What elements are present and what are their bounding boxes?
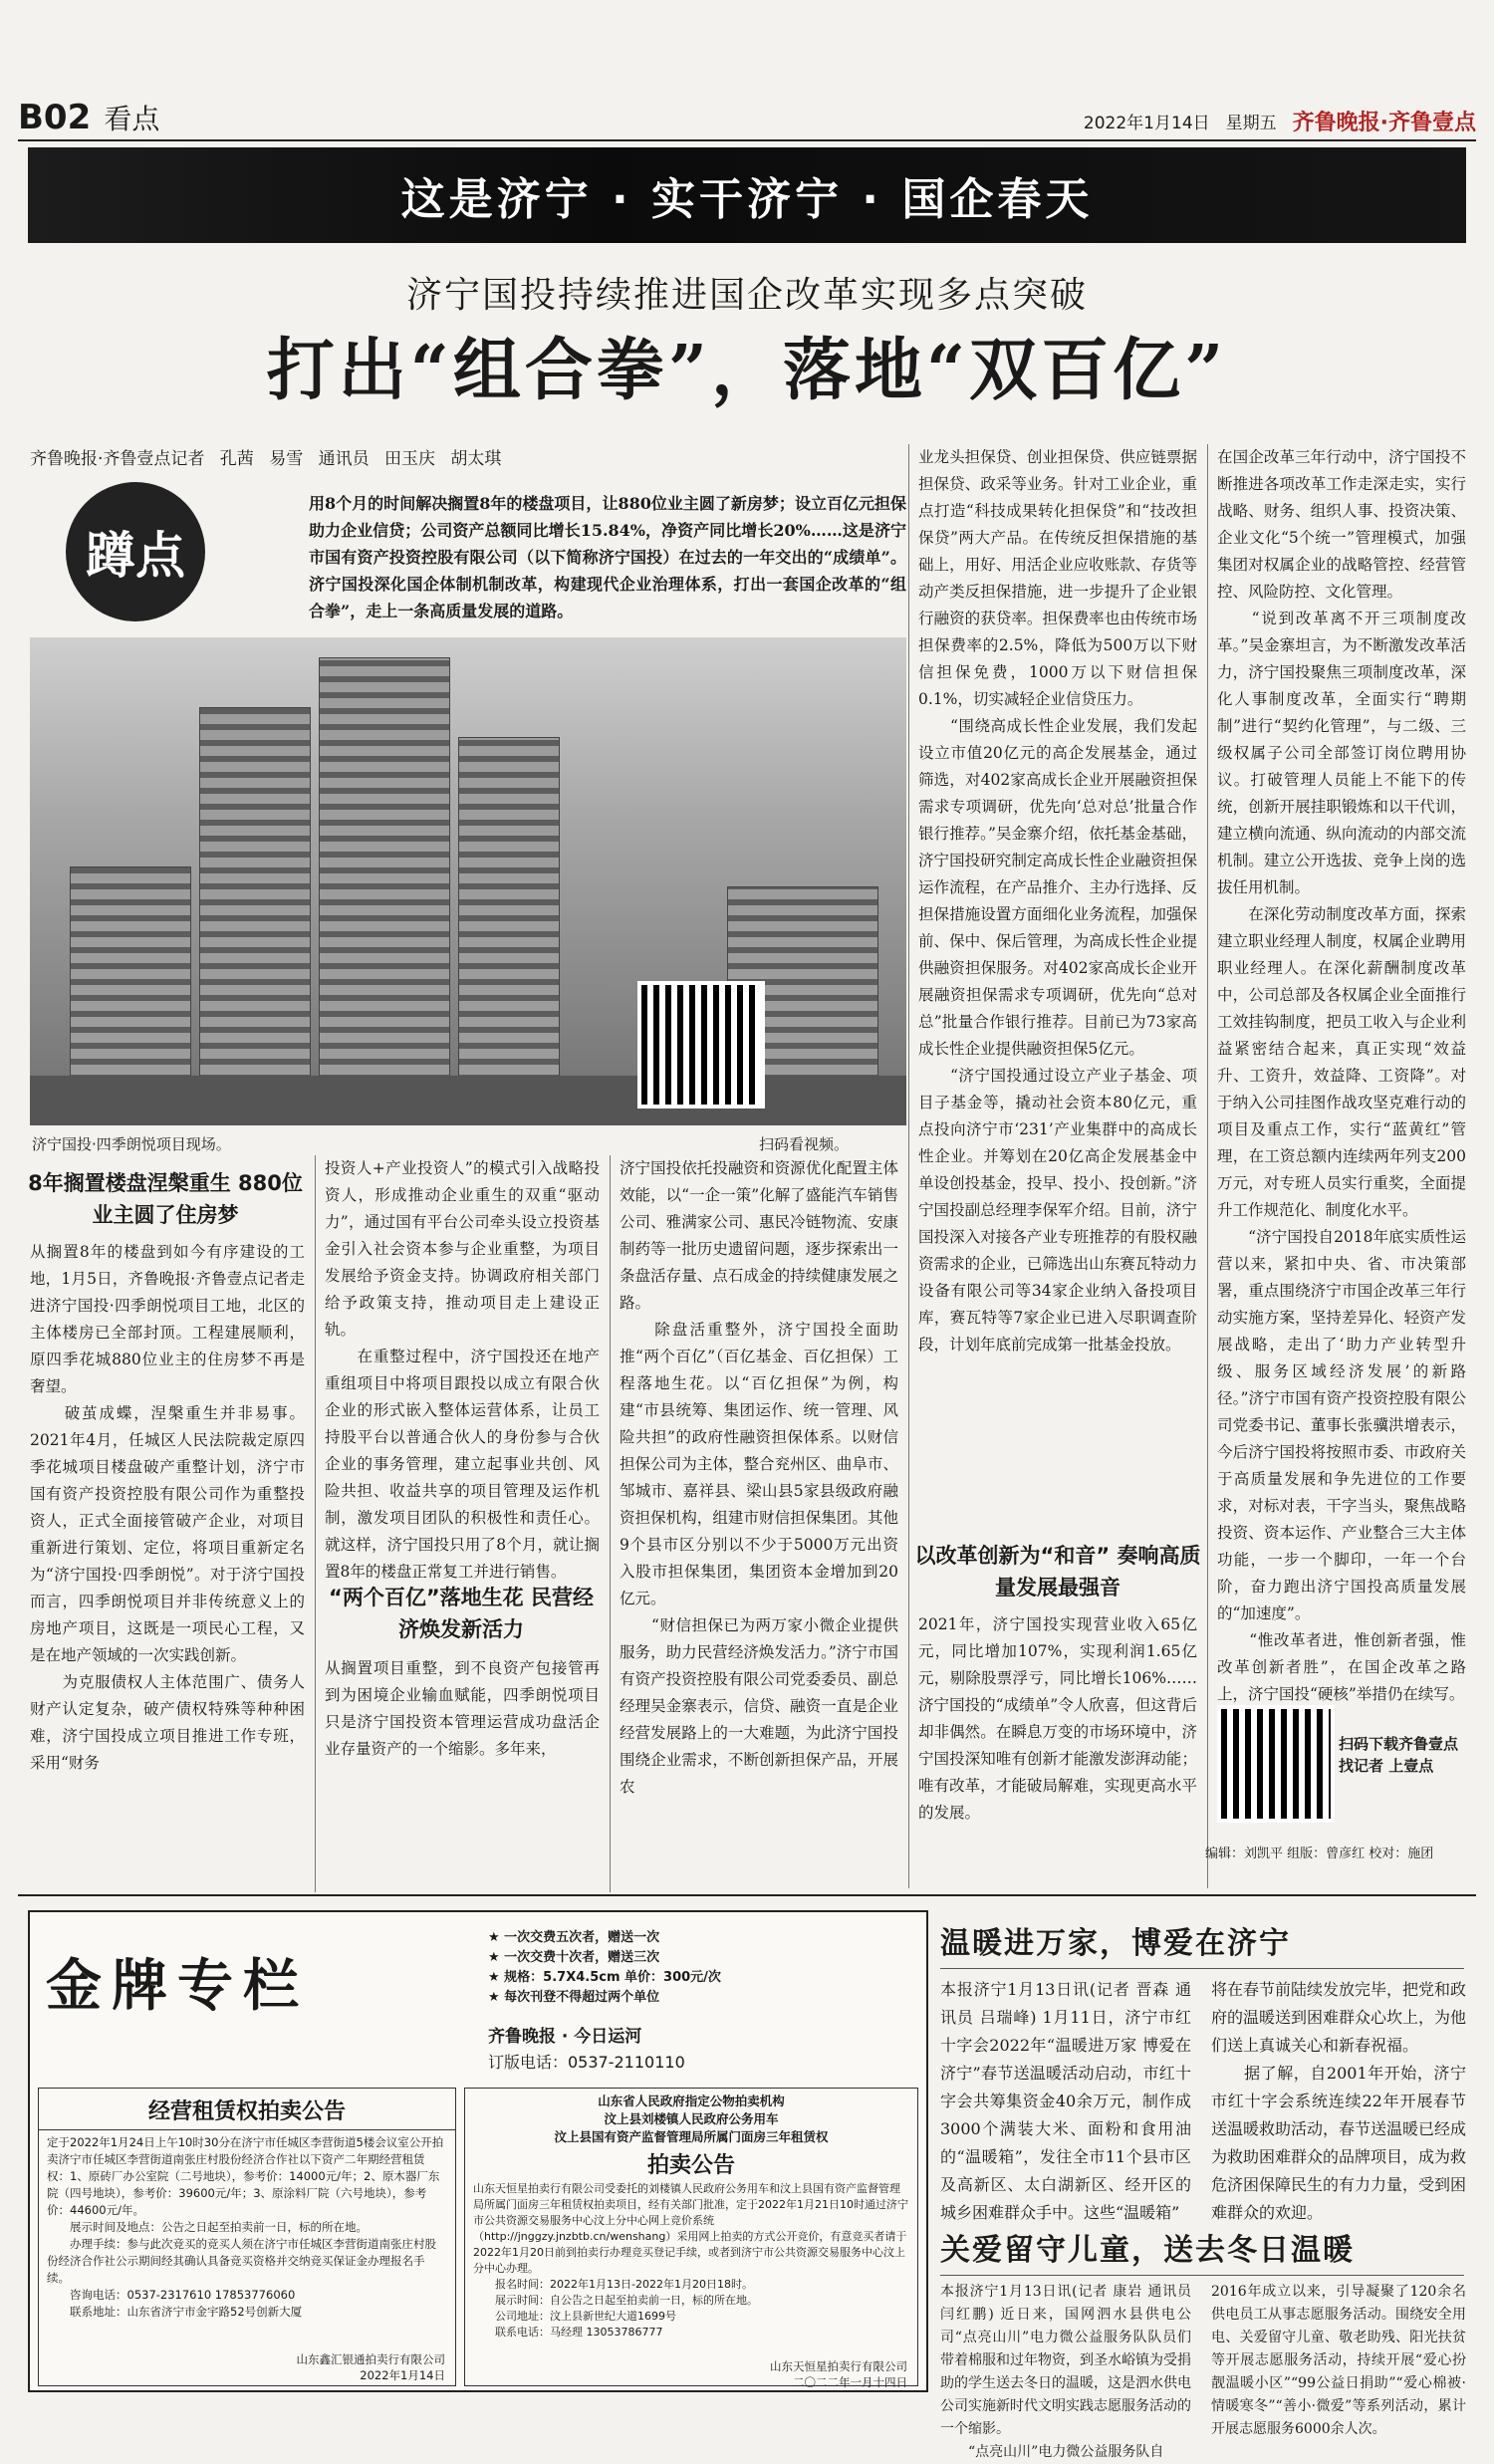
news-2-rule <box>940 2275 1464 2276</box>
building-shape <box>458 737 560 1108</box>
article-column-2b: 从搁置项目重整，到不良资产包接管再到为困境企业输血赋能，四季朗悦项目只是济宁国投资本管理运营成功盘活企业存量资产的一个缩影。多年来， <box>325 1659 600 1758</box>
auction-2-footer: 山东天恒星拍卖行有限公司 二〇二二年一月十四日 <box>770 2359 907 2389</box>
header-rule <box>18 139 1476 141</box>
article-column-1: 从搁置8年的楼盘到如今有序建设的工地，1月5日，齐鲁晚报·齐鲁壹点记者走进济宁国投·四季朗悦项目工地，北区的主体楼房已全部封顶。工程建展顺利，原四季花城880位业主的住房梦不再是奢望。 破茧成蝶，涅槃重生并非易事。2021年4月，任城区人民法院裁定原四季花城项目楼盘破产重整计划，济宁市国有资产投资控股有限公司作为重整投资人，正式全面接管破产企业，对项目重新进行策划、定位，将项目重新定名为“济宁国投·四季朗悦”。对于济宁国投而言，四季朗悦项目并非传统意义上的房地产项目，这既是一项民心工程，又是在地产领域的一次实践创新。 为克服债权人主体范围广、债务人财产认定复杂，破产债权特殊等种种困难，济宁国投成立项目推进工作专班，采用“财务 <box>30 1243 305 1772</box>
article-column-4: 业龙头担保贷、创业担保贷、供应链票据担保贷、政采等业务。针对工业企业，重点打造“科技成果转化担保贷”和“技改担保贷”两大产品。在传统反担保措施的基础上，用好、用活企业应收账款、存货等动产类反担保措施，进一步提升了企业银行融资的获贷率。担保费率也由传统市场担保费率的2.5%，降低为500万以下财信担保免费，1000万以下财信担保0.1%，切实减轻企业信贷压力。 “围绕高成长性企业发展，我们发起设立市值20亿元的高企发展基金，通过筛选，对402家高成长企业开展融资担保需求专项调研，优先向‘总对总’批量合作银行推荐。”吴金寨介绍，依托基金基础，济宁国投研究制定高成长性企业融资担保运作流程，在产品推介、主办行选择、反担保措施设置方面细化业务流程，加强保前、保中、保后管理，为高成长性企业提供融资担保服务。对402家高成长企业开展融资担保需求专项调研，优先向“总对总”批量合作银行推荐。目前已为73家高成长性企业提供融资担保5亿元。 “济宁国投通过设立产业子基金、项目子基金等，撬动社会资本80亿元，重点投向济宁市‘231’产业集群中的高成长性企业。并筹划在20亿高企发展基金中单设创投基金，投早、投小、投创新。”济宁国投副总经理李保军介绍。目前，济宁国投深入对接各产业专班推荐的有股权融资需求的企业，已筛选出山东赛瓦特动力设备有限公司等34家企业纳入备投项目库，赛瓦特等7家企业已进入尽职调查阶段，计划年底前完成第一批基金投放。 <box>918 448 1197 1354</box>
qr-caption: 扫码看视频。 <box>759 1135 850 1153</box>
auction-notice-2 <box>464 2088 918 2389</box>
video-qr-code[interactable] <box>637 981 765 1109</box>
news-1-body-b: 将在春节前陆续发放完毕，把党和政府的温暖送到困难群众心坎上，为他们送上真诚关心和新春祝福。 据了解，自2001年开始，济宁市红十字会系统连续22年开展春节送温暖救助活动，春节送温暖已经成为救助困难群众的品牌项目，成为救危济困保障民生的有力力量，受到困难群众的欢迎。 <box>1211 1980 1467 2222</box>
column-divider <box>315 1155 316 1892</box>
section-rule <box>18 1894 1476 1896</box>
news-1-title: 温暖进万家，博爱在济宁 <box>940 1926 1291 1961</box>
issue-weekday: 星期五 <box>1225 114 1277 133</box>
article-column-2: 投资人+产业投资人”的模式引入战略投资人，形成推动企业重生的双重“驱动力”，通过国有平台公司牵头设立投资基金引入社会资本参与企业重整，为项目发展给予资金支持。协调政府相关部门给予政策支持，推动项目走上建设正轨。 在重整过程中，济宁国投还在地产重组项目中将项目跟投以成立有限合伙企业的形式嵌入整体运营体系，让员工持股平台以普通合伙人的身份参与合伙企业的事务管理，建立起事业共创、风险共担、收益共享的项目管理及运作机制，激发项目团队的积极性和责任心。就这样，济宁国投只用了8个月，就让搁置8年的楼盘正常复工并进行销售。 <box>325 1159 600 1581</box>
page-header-left <box>18 98 159 137</box>
column-divider <box>908 444 909 1888</box>
topic-banner <box>28 147 1466 243</box>
article-column-4b: 2021年，济宁国投实现营业收入65亿元，同比增加107%，实现利润1.65亿元，剔除股票浮亏，同比增长106%……济宁国投的“成绩单”令人欣喜，但这背后却非偶然。在瞬息万变的市场环境中，济宁国投深知唯有创新才能激发澎湃动能；唯有改革，才能破局解难，实现更高水平的发展。 <box>918 1615 1197 1822</box>
section-heading-1: 8年搁置楼盘涅槃重生 880位业主圆了住房梦 <box>28 1171 303 1227</box>
ads-column-title: 金牌专栏 <box>46 1953 309 2019</box>
building-shape <box>70 866 191 1108</box>
news-2-title: 关爱留守儿童，送去冬日温暖 <box>940 2233 1355 2268</box>
article-lead: 用8个月的时间解决搁置8年的楼盘项目，让880位业主圆了新房梦；设立百亿元担保助力企业信贷；公司资产总额同比增长15.84%，净资产同比增长20%……这是济宁市国有资产投资控股有限公司（以下简称济宁国投）在过去的一年交出的“成绩单”。济宁国投深化国企体制机制改革，构建现代企业治理体系，打出一套国企改革的“组合拳”，走上一条高质量发展的道路。 <box>309 494 906 620</box>
newspaper-brand: 齐鲁晚报·齐鲁壹点 <box>1292 111 1476 135</box>
auction-1-footer: 山东鑫汇银通拍卖行有限公司 2022年1月14日 <box>296 2352 445 2382</box>
page-header-right <box>1084 106 1476 136</box>
news-1-body-a: 本报济宁1月13日讯(记者 晋森 通讯员 吕瑞峰) 1月11日，济宁市红十字会2022年“温暖进万家 博爱在济宁”春节送温暖活动启动，市红十字会共筹集资金40余万元，制作成3000个满装大米、面粉和食用油的“温暖箱”，发往全市11个县市区及高新区、太白湖新区、经开区的城乡困难群众手中。这些“温暖箱” <box>940 1980 1191 2222</box>
auction-2-body: 山东天恒星拍卖行有限公司受委托的刘楼镇人民政府公务用车和汶上县国有资产监督管理局所属门面房三年租赁权拍卖项目，经有关部门批准，定于2022年1月21日10时通过济宁市公共资源交易服务中心汶上分中心网上竞价系统（http://jnggzy.jnzbtb.cn/wenshang）采用网上拍卖的方式公开竞价，有意竞买者请于2022年1月20日前到拍卖行办理竞买登记手续，或者到济宁市公共资源交易服务中心汶上分中心办理。 报名时间：2022年1月13日-2022年1月20日18时。 展示时间：自公告之日起至拍卖前一日，标的所在地。 公司地址：汶上县新世纪大道1699号 联系电话：马经理 13053786777 <box>473 2182 908 2339</box>
issue-date: 2022年1月14日 <box>1083 114 1210 133</box>
badge-text: 蹲点 <box>86 527 185 585</box>
auction-2-title: 拍卖公告 <box>646 2153 735 2178</box>
article-column-5: 在国企改革三年行动中，济宁国投不断推进各项改革工作走深走实，实行战略、财务、组织人事、投资决策、企业文化“5个统一”管理模式，加强集团对权属企业的战略管控、经营管控、风险防控、文化管理。 “说到改革离不开三项制度改革。”吴金寨坦言，为不断激发改革活力，济宁国投聚焦三项制度改革，深化人事制度改革，全面实行“聘期制”进行“契约化管理”，与二级、三级权属子公司全部签订岗位聘用协议。打破管理人员能上不能下的传统，创新开展挂职锻炼和以干代训，建立横向流通、纵向流动的内部交流机制。建立公开选拔、竞争上岗的选拔任用机制。 在深化劳动制度改革方面，探索建立职业经理人制度，权属企业聘用职业经理人。在深化薪酬制度改革中，公司总部及各权属企业全面推行工效挂钩制度，把员工收入与企业利益紧密结合起来，真正实现“效益升、工资升，效益降、工资降”。对于纳入公司挂图作战攻坚克难行动的项目及重点工作，实行“蓝黄红”管理，在工资总额内连续两年列支200万元，对专班人员实行重奖，全面提升工作规范化、制度化水平。 “济宁国投自2018年底实质性运营以来，紧扣中央、省、市决策部署，重点围绕济宁市国企改革三年行动实施方案，坚持差异化、轻资产发展战略，走出了‘助力产业转型升级、服务区域经济发展’的新路径。”济宁市国有资产投资控股有限公司党委书记、董事长张骥洪增表示，今后济宁国投将按照市委、市政府关于高质量发展和争先进位的工作要求，对标对表，干字当头，聚焦战略投资、资本运作、产业整合三大主体功能，一步一个脚印，一年一个台阶，奋力跑出济宁国投高质量发展的“加速度”。 “惟改革者进，惟创新者强，惟改革创新者胜”，在国企改革之路上，济宁国投“硬核”举措仍在续写。 <box>1217 448 1466 1703</box>
ads-phone: 订版电话：0537-2110110 <box>488 2053 685 2072</box>
banner-text: 这是济宁 · 实干济宁 · 国企春天 <box>400 174 1094 225</box>
article-column-3: 济宁国投依托投融资和资源优化配置主体效能，以“一企一策”化解了盛能汽车销售公司、雅满家公司、惠民冷链物流、安康制药等一批历史遗留问题，逐步探索出一条盘活存量、点石成金的持续健康发展之路。 除盘活重整外，济宁国投全面助推“两个百亿”（百亿基金、百亿担保）工程落地生花。以“百亿担保”为例，构建“市县统筹、集团运作、统一管理、风险共担”的政府性融资担保体系。以财信担保公司为主体，整合兖州区、曲阜市、邹城市、嘉祥县、梁山县5家县级政府融资担保机构，组建市财信担保集团。其他9个县市区分别以不少于5000万元出资入股市担保集团，集团资本金增加到20亿元。 “财信担保已为两万家小微企业提供服务，助力民营经济焕发活力。”济宁市国有资产投资控股有限公司党委委员、副总经理吴金寨表示，信贷、融资一直是企业经营发展路上的一大难题，为此济宁国投围绕企业需求，不断创新担保产品，开展农 <box>620 1159 898 1796</box>
auction-2-org: 山东省人民政府指定公物拍卖机构 汶上县刘楼镇人民政府公务用车 汶上县国有资产监督管理局所属门面房三年租赁权 <box>554 2094 829 2144</box>
section-name: 看点 <box>104 103 160 135</box>
article-subtitle: 济宁国投持续推进国企改革实现多点突破 <box>405 275 1088 316</box>
section-heading-2: “两个百亿”落地生花 民营经济焕发新活力 <box>329 1586 594 1641</box>
news-2-body-a: 本报济宁1月13日讯(记者 康岩 通讯员 闫红鹏) 近日来，国网泗水县供电公司“点亮山川”电力微公益服务队队员们带着棉服和过年物资，到圣水峪镇为受捐助的学生送去冬日的温暖，这是泗水供电公司实施新时代文明实践志愿服务活动的一个缩影。 “点亮山川”电力微公益服务队自 <box>940 2284 1191 2460</box>
auction-1-title: 经营租赁权拍卖公告 <box>39 2094 455 2130</box>
construction-photo <box>30 637 906 1125</box>
building-shape <box>319 657 450 1108</box>
app-qr-caption: 扫码下载齐鲁壹点 找记者 上壹点 <box>1339 1735 1459 1775</box>
app-qr-code[interactable] <box>1217 1705 1335 1823</box>
page-number: B02 <box>18 98 92 137</box>
photo-caption: 济宁国投·四季朗悦项目现场。 <box>32 1135 231 1153</box>
ads-panel <box>28 1910 928 2392</box>
column-divider <box>1207 444 1208 1888</box>
ads-office: 齐鲁晚报 · 今日运河 <box>488 2027 642 2047</box>
ground-shape <box>30 1076 906 1125</box>
column-divider <box>610 1155 611 1892</box>
building-shape <box>199 707 311 1108</box>
article-title: 打出“组合拳”，落地“双百亿” <box>266 331 1228 410</box>
ads-pricing: ★ 一次交费五次者，赠送一次 ★ 一次交费十次者，赠送三次 ★ 规格：5.7X4.5cm 单价：300元/次 ★ 每次刊登不得超过两个单位 <box>488 1930 721 2005</box>
news-1-rule <box>940 1968 1464 1969</box>
auction-notice-1 <box>38 2088 456 2386</box>
section-heading-3: 以改革创新为“和音” 奏响高质量发展最强音 <box>914 1544 1201 1600</box>
article-byline: 齐鲁晚报·齐鲁壹点记者 孔茜 易雪 通讯员 田玉庆 胡太琪 <box>30 449 502 469</box>
dundian-badge <box>66 482 205 621</box>
editor-credits: 编辑：刘凯平 组版：曾彦红 校对：施团 <box>1205 1847 1434 1861</box>
auction-1-body: 定于2022年1月24日上午10时30分在济宁市任城区李营街道5楼会议室公开拍卖济宁市任城区李营街道南张庄村股份经济合作社以下资产二年期经营租赁权：1、原砖厂办公室院（二号地块），参考价：14000元/年；2、原木器厂东院（四号地块），参考价：39600元/年；3、原涂料厂院（六号地块），参考价：44600元/年。 展示时间及地点：公告之日起至拍卖前一日，标的所在地。 办理手续：参与此次竞买的竞买人须在济宁市任城区李营街道南张庄村股份经济合作社公示期间经其确认具备竞买资格并交纳竞买保证金办理报名手续。 咨询电话：0537-2317610 17853776060 联系地址：山东省济宁市金宇路52号创新大厦 <box>47 2135 444 2319</box>
news-2-body-b: 2016年成立以来，引导凝聚了120余名供电员工从事志愿服务活动。围绕安全用电、关爱留守儿童、敬老助残、阳光扶贫等开展志愿服务活动，持续开展“爱心扮靓温暖小区”“99公益日捐助”“爱心棉被·情暖寒冬”“善小·微爱”等系列活动，累计开展志愿服务6000余人次。 <box>1211 2284 1466 2437</box>
